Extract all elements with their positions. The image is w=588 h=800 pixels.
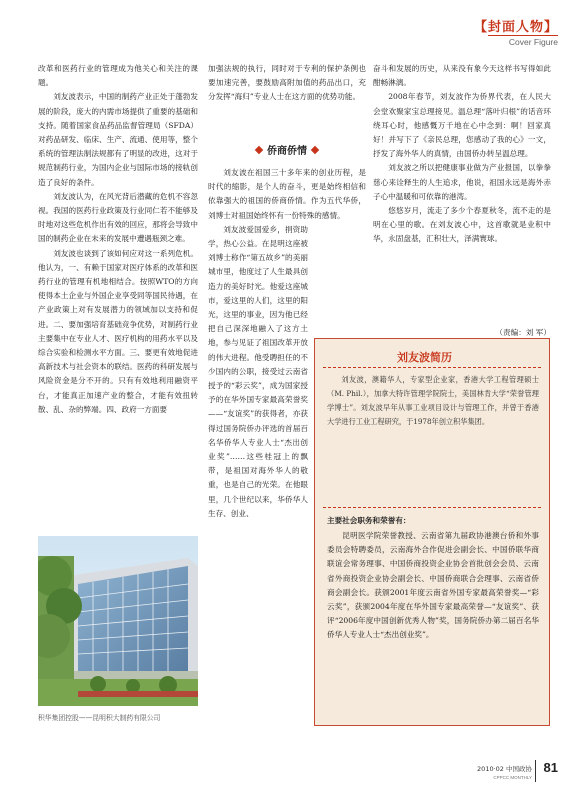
biography-text [327,373,539,429]
paragraph: 昆明医学院荣誉教授、云南省第九届政协港澳台侨和外事委员会特聘委员，云南海外合作促进会副会长、中国侨联华商联谊会常务理事、中国侨商投资企业协会首批创会会员、云南省外商投资企业协会副会长、中国侨商联合会理事、云南省侨商会副会长。获颁2001年度云南省外国专家最高荣誉奖—“彩云奖”，获颁2004年度在华外国专家最高荣誉—“友谊奖”、获评“2006年度中国创新优秀人物”奖，国务院侨办第二届百名华侨华人专业人士“杰出创业奖”。 [327,531,539,640]
biography-title: 刘友波简历 [397,351,452,364]
header-rule [488,35,558,36]
paragraph: 刘友波也谈到了该如何应对这一系列危机。他认为，一、有赖于国家对医疗体系的改革和医药行业的管理有机地相结合。按照WTO的方向使得本土企业与外国企业享受同等国民待遇，在产业政策上对有发展潜力的领域加以支持和促进。二、要加强培育基础竞争优势，对制药行业主要集中在专业人才、医疗机构的用药水平以及综合实验和检测水平方面。三、要更有效地促进高新技术与社会资本的联结。医药的科研发展与风险资金是分不开的。只有有效地利用融资平台，才能真正加速产业的整合，才能有效扭转散、乱、杂的弊端。四、政府一方面要 [38,248,198,414]
section-title: 【封面人物】 [473,20,558,35]
biography-box [314,338,550,726]
building-photo [38,536,198,706]
paragraph: 刘友波之所以把健康事业做为产业报国，以拳拳慈心来诠释生的人生追求，他说，祖国永远是海外赤子心中温暖和可依靠的港湾。 [373,163,551,201]
paragraph: 刘友波在祖国三十多年来的创业历程，是时代的缩影，是个人的奋斗，更是始终相信和依靠强大的祖国的侨商侨情。作为五代华侨，刘博士对祖国始终怀有一份特殊的感情。 [208,168,366,220]
footer-issue: 2010·02 中国政协 [477,765,532,773]
paragraph: 刘友波爱国爱乡，捐资助学，热心公益。在昆明这座被刘博士称作“第五故乡”的美丽城市里，他度过了人生最具创造力的美好时光。他爱这座城市，爱这里的人们，这里的阳光，这里的事业，因为他已经把自己深深地融入了这方土地，参与见证了祖国改革开放的伟大进程。他受聘担任的不少国内的公职，接受过云南省授予的“彩云奖”，成为国家授予的在华外国专家最高荣誉奖——“友谊奖”的获得者，亦获得过国务院侨办评选的首届百名华侨华人专业人士“杰出创业奖”……这些桂冠上的飘带，是祖国对海外华人的敬重，也是自己的光荣。在他眼里，几个世纪以来，华侨华人生存、创业、 [208,224,308,518]
awards-text [327,529,539,643]
footer-divider [535,760,536,782]
section-subtitle: Cover Figure [508,37,558,47]
page-number: 81 [543,760,558,775]
paragraph: 刘友波表示，中国的制药产业正处于蓬勃发展的阶段，庞大的内需市场提供了重要的基础和支持。随着国家食品药品监督管理局（SFDA）对药品研发、临床、生产、流通、使用等，整个系统的管理法制法规都有了明显的改进，这对于规范制药行业，为国内企业与国际市场的接轨创造了良好的条件。 [38,92,198,187]
column-2-top [208,62,366,105]
divider [323,367,541,368]
paragraph: 悠悠岁月，流走了多少个春夏秋冬，流不走的是明在心里的歌。在刘友波心中，这首歌就是业积中华，永固盘基，汇积壮大，泽满寰球。 [373,206,551,244]
awards-title: 主要社会职务和荣誉有： [327,516,411,525]
section-heading-text: 侨商侨情 [267,146,307,157]
paragraph: 刘友波，澳籍华人，专家型企业家，香港大学工程管理硕士（M. Phil.），加拿大特许管理学院院士，美国林肯大学“荣誉管理学博士”。刘友波早年从事工业项目设计与管理工作，并曾于香港大学进行工业工程研究，于1978年创立积华集团。 [327,375,539,426]
paragraph: 2008年春节，刘友波作为侨界代表，在人民大会堂欢聚家宝总理接见。温总理“落叶归根”的话音环绕耳心时，他感慨万千地在心中念到：啊！回家真好！并写下了《亲民总理，您感动了我的心》一文，抒发了海外华人的真情，由国侨办转呈温总理。 [373,92,551,159]
paragraph: 加强法规的执行，同时对于专利的保护条例也要加速完善，要鼓励高附加值的药品出口，充分发挥“海归”专业人士在这方面的优势功能。 [208,64,366,102]
section-heading [208,139,366,158]
paragraph: 刘友波认为，在风光背后潜藏的危机不容忽视。我国的医药行业政策及行业同仁若不能够及时地对这些危机作出有效的回应，那将会导致中国的制药企业在未来的发展中遭遇瓶颈之难。 [38,191,198,244]
editor-credit: （责编：刘 军） [495,328,551,337]
column-3 [373,62,551,247]
diamond-icon [311,145,319,153]
footer-magazine-en: CPPCC MONTHLY [493,775,532,780]
photo-caption: 积华集团控股——昆明积大制药有限公司 [38,714,161,722]
divider [323,507,541,508]
diamond-icon [255,145,263,153]
paragraph: 改革和医药行业的管理成为他关心和关注的课题。 [38,64,198,88]
paragraph: 奋斗和发展的历史，从来没有象今天这样书写得如此酣畅淋漓。 [373,64,551,88]
column-1 [38,62,198,417]
